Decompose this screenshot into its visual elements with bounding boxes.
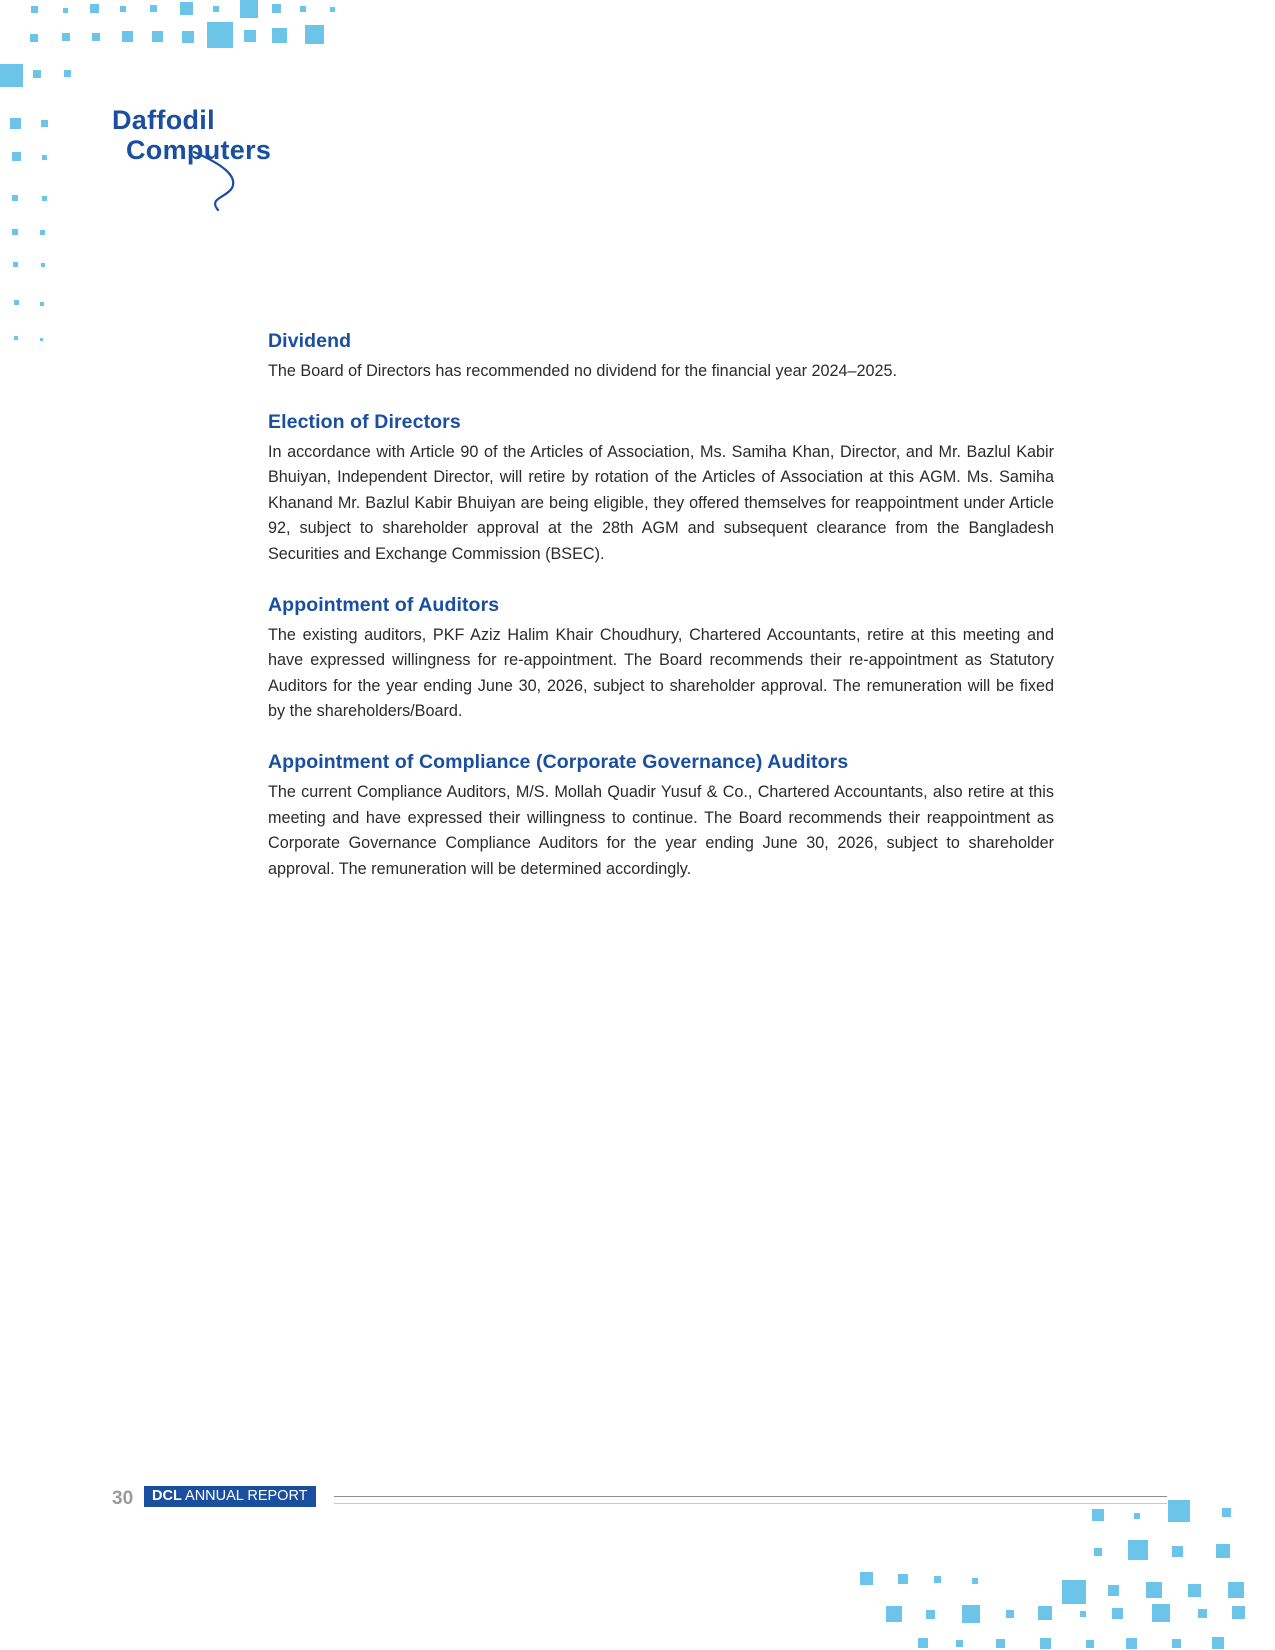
company-logo <box>112 105 372 165</box>
section-body: In accordance with Article 90 of the Articles of Association, Ms. Samiha Khan, Director, and Mr. Bazlul Kabir Bhuiyan, Independent Director, will retire by rotation of the Articles of Association at this AGM. Ms. Samiha Khanand Mr. Bazlul Kabir Bhuiyan are being eligible, they offered themselves for reappointment under Article 92, subject to shareholder approval at the 28th AGM and subsequent clearance from the Bangladesh Securities and Exchange Commission (BSEC). <box>268 442 1054 563</box>
section-heading: Appointment of Compliance (Corporate Governance) Auditors <box>268 750 849 773</box>
logo-line-1: Daffodil <box>112 105 215 135</box>
logo-line-2: Computers <box>126 135 272 166</box>
section-heading: Appointment of Auditors <box>268 593 500 616</box>
footer-tag <box>144 1486 316 1507</box>
section-election-of-directors <box>268 411 1054 568</box>
section-body: The existing auditors, PKF Aziz Halim Khair Choudhury, Chartered Accountants, retire at this meeting and have expressed willingness for re-appointment. The Board recommends their re-appointment as Statutory Auditors for the year ending June 30, 2026, subject to shareholder approval. The remuneration will be fixed by the shareholders/Board. <box>268 625 1054 721</box>
footer-tag-light: ANNUAL REPORT <box>181 1488 308 1504</box>
page-footer <box>112 1486 1167 1512</box>
footer-divider <box>334 1496 1167 1497</box>
section-heading: Election of Directors <box>268 410 461 433</box>
section-appointment-of-auditors <box>268 594 1054 725</box>
section-body: The current Compliance Auditors, M/S. Mollah Quadir Yusuf & Co., Chartered Accountants, also retire at this meeting and have expressed their willingness to continue. The Board recommends their reappointment as Corporate Governance Compliance Auditors for the year ending June 30, 2026, subject to shareholder approval. The remuneration will be determined accordingly. <box>268 782 1054 878</box>
footer-tag-bold: DCL <box>152 1488 182 1504</box>
section-body: The Board of Directors has recommended no dividend for the financial year 2024–2025. <box>268 362 897 380</box>
section-appointment-of-compliance-auditors <box>268 751 1054 882</box>
swoosh-icon <box>192 150 252 215</box>
section-heading: Dividend <box>268 330 352 352</box>
section-dividend <box>268 330 1054 385</box>
page-content <box>268 330 1054 882</box>
page-number: 30 <box>112 1488 134 1509</box>
footer-divider-secondary <box>334 1503 1167 1504</box>
